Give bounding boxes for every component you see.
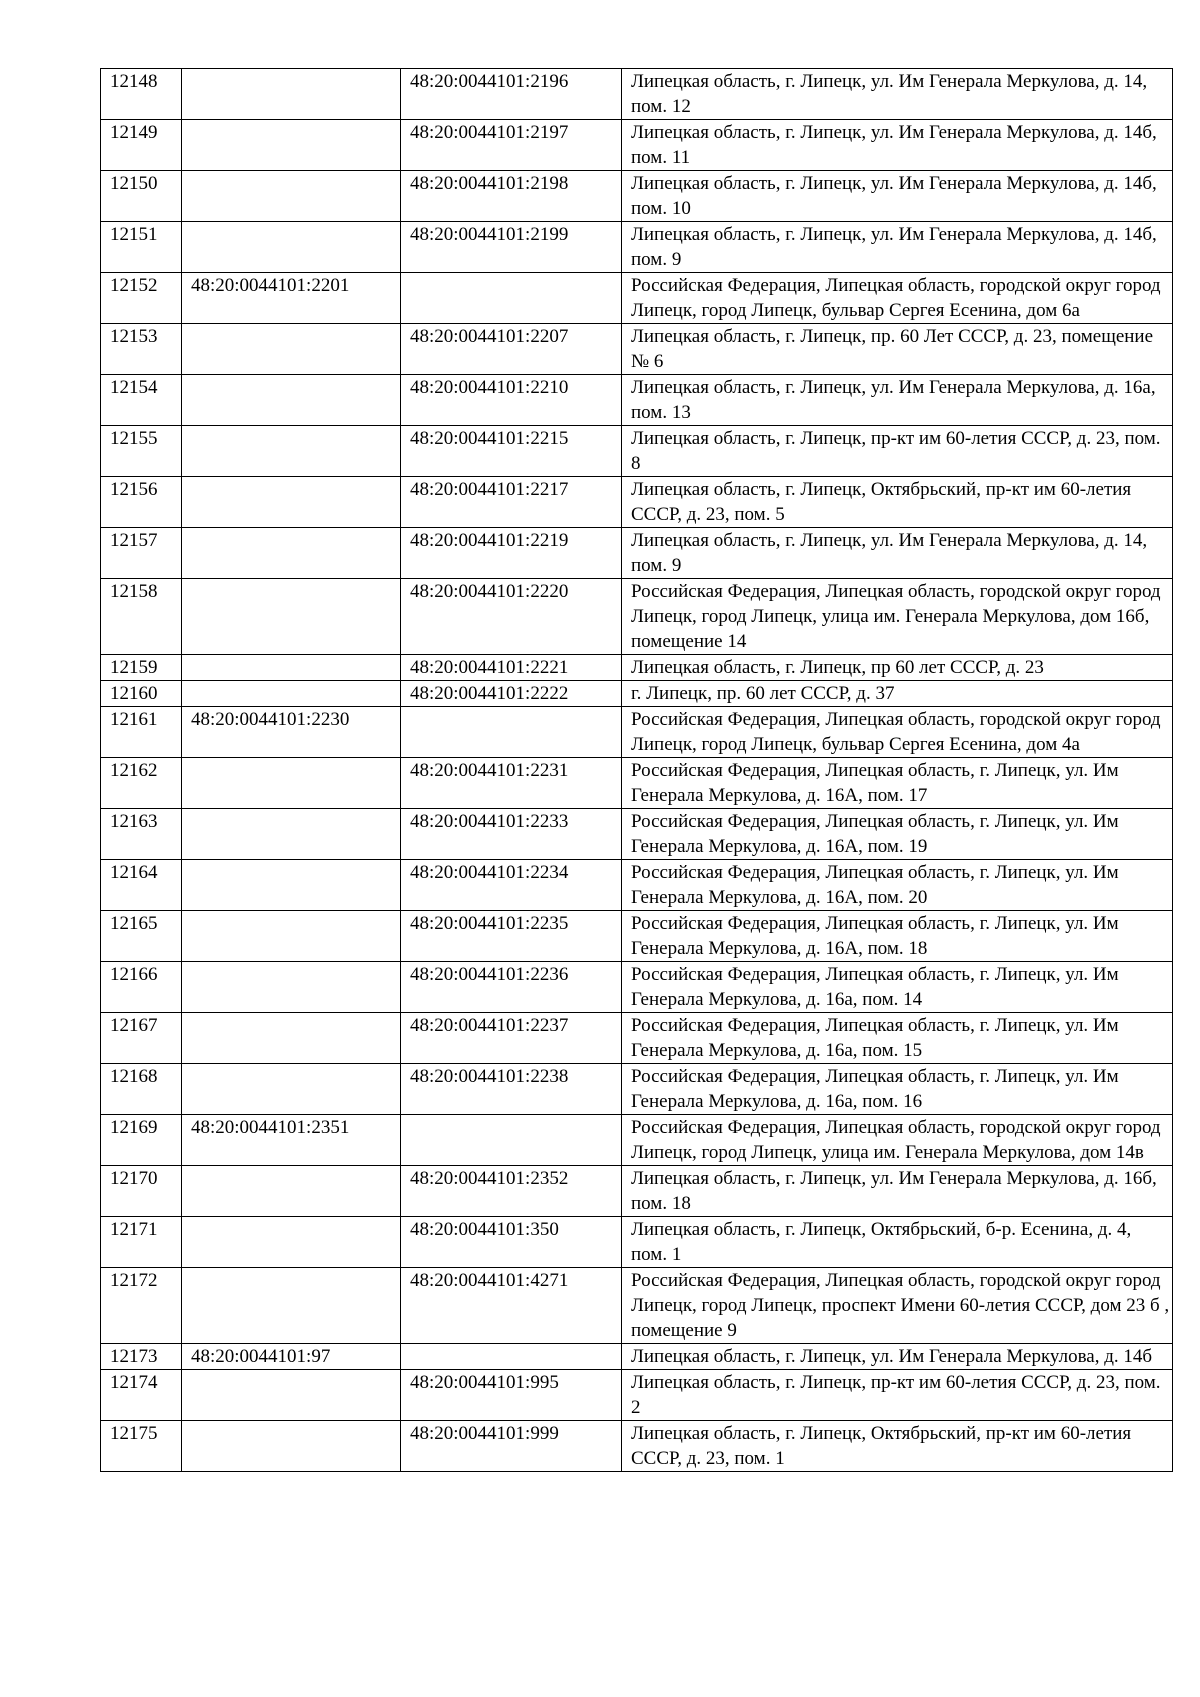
- address-cell: Российская Федерация, Липецкая область, городской округ город Липецк, город Липецк, улица им. Генерала Меркулова, дом 16б, помещение 14: [622, 579, 1173, 655]
- land-cadastral-number-cell: [182, 655, 401, 681]
- land-cadastral-number-cell: [182, 375, 401, 426]
- building-cadastral-number-cell: 48:20:0044101:2210: [401, 375, 622, 426]
- table-row: [101, 120, 1173, 171]
- building-cadastral-number-cell: 48:20:0044101:4271: [401, 1268, 622, 1344]
- registry-table: [100, 68, 1173, 1472]
- address-cell: Липецкая область, г. Липецк, Октябрьский, пр-кт им 60-летия СССР, д. 23, пом. 5: [622, 477, 1173, 528]
- land-cadastral-number-cell: [182, 477, 401, 528]
- document-page: [100, 68, 1172, 1472]
- land-cadastral-number-cell: [182, 758, 401, 809]
- table-row: [101, 69, 1173, 120]
- address-cell: Липецкая область, г. Липецк, ул. Им Генерала Меркулова, д. 16б, пом. 18: [622, 1166, 1173, 1217]
- row-number-cell: 12170: [101, 1166, 182, 1217]
- table-row: [101, 860, 1173, 911]
- table-row: [101, 655, 1173, 681]
- address-cell: Российская Федерация, Липецкая область, г. Липецк, ул. Им Генерала Меркулова, д. 16а, пом. 15: [622, 1013, 1173, 1064]
- building-cadastral-number-cell: 48:20:0044101:2237: [401, 1013, 622, 1064]
- building-cadastral-number-cell: 48:20:0044101:2220: [401, 579, 622, 655]
- address-cell: Липецкая область, г. Липецк, Октябрьский, пр-кт им 60-летия СССР, д. 23, пом. 1: [622, 1421, 1173, 1472]
- land-cadastral-number-cell: [182, 222, 401, 273]
- address-cell: Липецкая область, г. Липецк, ул. Им Генерала Меркулова, д. 14б, пом. 11: [622, 120, 1173, 171]
- building-cadastral-number-cell: 48:20:0044101:2234: [401, 860, 622, 911]
- land-cadastral-number-cell: [182, 681, 401, 707]
- row-number-cell: 12164: [101, 860, 182, 911]
- land-cadastral-number-cell: [182, 1370, 401, 1421]
- table-row: [101, 809, 1173, 860]
- building-cadastral-number-cell: 48:20:0044101:2198: [401, 171, 622, 222]
- table-row: [101, 324, 1173, 375]
- building-cadastral-number-cell: 48:20:0044101:2199: [401, 222, 622, 273]
- address-cell: г. Липецк, пр. 60 лет СССР, д. 37: [622, 681, 1173, 707]
- address-cell: Липецкая область, г. Липецк, ул. Им Генерала Меркулова, д. 14, пом. 9: [622, 528, 1173, 579]
- address-cell: Липецкая область, г. Липецк, ул. Им Генерала Меркулова, д. 14б, пом. 9: [622, 222, 1173, 273]
- building-cadastral-number-cell: 48:20:0044101:999: [401, 1421, 622, 1472]
- building-cadastral-number-cell: 48:20:0044101:2236: [401, 962, 622, 1013]
- building-cadastral-number-cell: 48:20:0044101:995: [401, 1370, 622, 1421]
- land-cadastral-number-cell: [182, 69, 401, 120]
- building-cadastral-number-cell: 48:20:0044101:2207: [401, 324, 622, 375]
- table-row: [101, 1370, 1173, 1421]
- land-cadastral-number-cell: [182, 579, 401, 655]
- table-row: [101, 528, 1173, 579]
- row-number-cell: 12149: [101, 120, 182, 171]
- building-cadastral-number-cell: 48:20:0044101:2231: [401, 758, 622, 809]
- address-cell: Липецкая область, г. Липецк, пр-кт им 60-летия СССР, д. 23, пом. 8: [622, 426, 1173, 477]
- building-cadastral-number-cell: 48:20:0044101:2197: [401, 120, 622, 171]
- land-cadastral-number-cell: 48:20:0044101:97: [182, 1344, 401, 1370]
- address-cell: Российская Федерация, Липецкая область, городской округ город Липецк, город Липецк, улица им. Генерала Меркулова, дом 14в: [622, 1115, 1173, 1166]
- registry-table-body: [101, 69, 1173, 1472]
- building-cadastral-number-cell: 48:20:0044101:2196: [401, 69, 622, 120]
- table-row: [101, 1013, 1173, 1064]
- row-number-cell: 12163: [101, 809, 182, 860]
- row-number-cell: 12152: [101, 273, 182, 324]
- row-number-cell: 12150: [101, 171, 182, 222]
- row-number-cell: 12175: [101, 1421, 182, 1472]
- land-cadastral-number-cell: [182, 1166, 401, 1217]
- row-number-cell: 12160: [101, 681, 182, 707]
- address-cell: Российская Федерация, Липецкая область, городской округ город Липецк, город Липецк, бульвар Сергея Есенина, дом 6а: [622, 273, 1173, 324]
- address-cell: Липецкая область, г. Липецк, ул. Им Генерала Меркулова, д. 14б: [622, 1344, 1173, 1370]
- table-row: [101, 426, 1173, 477]
- row-number-cell: 12173: [101, 1344, 182, 1370]
- land-cadastral-number-cell: [182, 911, 401, 962]
- address-cell: Российская Федерация, Липецкая область, городской округ город Липецк, город Липецк, бульвар Сергея Есенина, дом 4а: [622, 707, 1173, 758]
- land-cadastral-number-cell: [182, 120, 401, 171]
- row-number-cell: 12167: [101, 1013, 182, 1064]
- table-row: [101, 477, 1173, 528]
- land-cadastral-number-cell: 48:20:0044101:2230: [182, 707, 401, 758]
- building-cadastral-number-cell: 48:20:0044101:350: [401, 1217, 622, 1268]
- table-row: [101, 222, 1173, 273]
- land-cadastral-number-cell: [182, 1268, 401, 1344]
- row-number-cell: 12161: [101, 707, 182, 758]
- building-cadastral-number-cell: 48:20:0044101:2235: [401, 911, 622, 962]
- table-row: [101, 273, 1173, 324]
- address-cell: Липецкая область, г. Липецк, ул. Им Генерала Меркулова, д. 16а, пом. 13: [622, 375, 1173, 426]
- table-row: [101, 707, 1173, 758]
- row-number-cell: 12168: [101, 1064, 182, 1115]
- land-cadastral-number-cell: [182, 324, 401, 375]
- building-cadastral-number-cell: 48:20:0044101:2221: [401, 655, 622, 681]
- row-number-cell: 12162: [101, 758, 182, 809]
- address-cell: Российская Федерация, Липецкая область, г. Липецк, ул. Им Генерала Меркулова, д. 16А, пом. 19: [622, 809, 1173, 860]
- table-row: [101, 579, 1173, 655]
- row-number-cell: 12153: [101, 324, 182, 375]
- table-row: [101, 758, 1173, 809]
- table-row: [101, 911, 1173, 962]
- address-cell: Российская Федерация, Липецкая область, г. Липецк, ул. Им Генерала Меркулова, д. 16а, пом. 14: [622, 962, 1173, 1013]
- land-cadastral-number-cell: [182, 860, 401, 911]
- row-number-cell: 12174: [101, 1370, 182, 1421]
- address-cell: Липецкая область, г. Липецк, пр 60 лет СССР, д. 23: [622, 655, 1173, 681]
- address-cell: Липецкая область, г. Липецк, пр-кт им 60-летия СССР, д. 23, пом. 2: [622, 1370, 1173, 1421]
- table-row: [101, 1064, 1173, 1115]
- row-number-cell: 12148: [101, 69, 182, 120]
- land-cadastral-number-cell: 48:20:0044101:2201: [182, 273, 401, 324]
- row-number-cell: 12151: [101, 222, 182, 273]
- land-cadastral-number-cell: [182, 1064, 401, 1115]
- address-cell: Липецкая область, г. Липецк, пр. 60 Лет СССР, д. 23, помещение № 6: [622, 324, 1173, 375]
- row-number-cell: 12169: [101, 1115, 182, 1166]
- building-cadastral-number-cell: 48:20:0044101:2217: [401, 477, 622, 528]
- land-cadastral-number-cell: [182, 1217, 401, 1268]
- building-cadastral-number-cell: 48:20:0044101:2219: [401, 528, 622, 579]
- table-row: [101, 1217, 1173, 1268]
- land-cadastral-number-cell: [182, 1421, 401, 1472]
- building-cadastral-number-cell: 48:20:0044101:2215: [401, 426, 622, 477]
- table-row: [101, 375, 1173, 426]
- building-cadastral-number-cell: 48:20:0044101:2222: [401, 681, 622, 707]
- address-cell: Липецкая область, г. Липецк, Октябрьский, б-р. Есенина, д. 4, пом. 1: [622, 1217, 1173, 1268]
- row-number-cell: 12159: [101, 655, 182, 681]
- building-cadastral-number-cell: [401, 707, 622, 758]
- land-cadastral-number-cell: [182, 962, 401, 1013]
- table-row: [101, 1268, 1173, 1344]
- row-number-cell: 12156: [101, 477, 182, 528]
- row-number-cell: 12165: [101, 911, 182, 962]
- land-cadastral-number-cell: [182, 528, 401, 579]
- address-cell: Российская Федерация, Липецкая область, г. Липецк, ул. Им Генерала Меркулова, д. 16А, пом. 17: [622, 758, 1173, 809]
- building-cadastral-number-cell: 48:20:0044101:2352: [401, 1166, 622, 1217]
- table-row: [101, 1166, 1173, 1217]
- address-cell: Липецкая область, г. Липецк, ул. Им Генерала Меркулова, д. 14, пом. 12: [622, 69, 1173, 120]
- row-number-cell: 12171: [101, 1217, 182, 1268]
- building-cadastral-number-cell: [401, 1344, 622, 1370]
- land-cadastral-number-cell: [182, 171, 401, 222]
- land-cadastral-number-cell: [182, 426, 401, 477]
- table-row: [101, 171, 1173, 222]
- address-cell: Российская Федерация, Липецкая область, г. Липецк, ул. Им Генерала Меркулова, д. 16А, пом. 20: [622, 860, 1173, 911]
- table-row: [101, 1344, 1173, 1370]
- row-number-cell: 12172: [101, 1268, 182, 1344]
- address-cell: Российская Федерация, Липецкая область, городской округ город Липецк, город Липецк, проспект Имени 60-летия СССР, дом 23 б , помещение 9: [622, 1268, 1173, 1344]
- building-cadastral-number-cell: 48:20:0044101:2233: [401, 809, 622, 860]
- address-cell: Российская Федерация, Липецкая область, г. Липецк, ул. Им Генерала Меркулова, д. 16а, пом. 16: [622, 1064, 1173, 1115]
- land-cadastral-number-cell: [182, 1013, 401, 1064]
- row-number-cell: 12157: [101, 528, 182, 579]
- table-row: [101, 681, 1173, 707]
- building-cadastral-number-cell: [401, 273, 622, 324]
- land-cadastral-number-cell: [182, 809, 401, 860]
- row-number-cell: 12158: [101, 579, 182, 655]
- address-cell: Российская Федерация, Липецкая область, г. Липецк, ул. Им Генерала Меркулова, д. 16А, пом. 18: [622, 911, 1173, 962]
- table-row: [101, 1421, 1173, 1472]
- row-number-cell: 12155: [101, 426, 182, 477]
- row-number-cell: 12166: [101, 962, 182, 1013]
- table-row: [101, 1115, 1173, 1166]
- table-row: [101, 962, 1173, 1013]
- building-cadastral-number-cell: 48:20:0044101:2238: [401, 1064, 622, 1115]
- address-cell: Липецкая область, г. Липецк, ул. Им Генерала Меркулова, д. 14б, пом. 10: [622, 171, 1173, 222]
- row-number-cell: 12154: [101, 375, 182, 426]
- land-cadastral-number-cell: 48:20:0044101:2351: [182, 1115, 401, 1166]
- building-cadastral-number-cell: [401, 1115, 622, 1166]
